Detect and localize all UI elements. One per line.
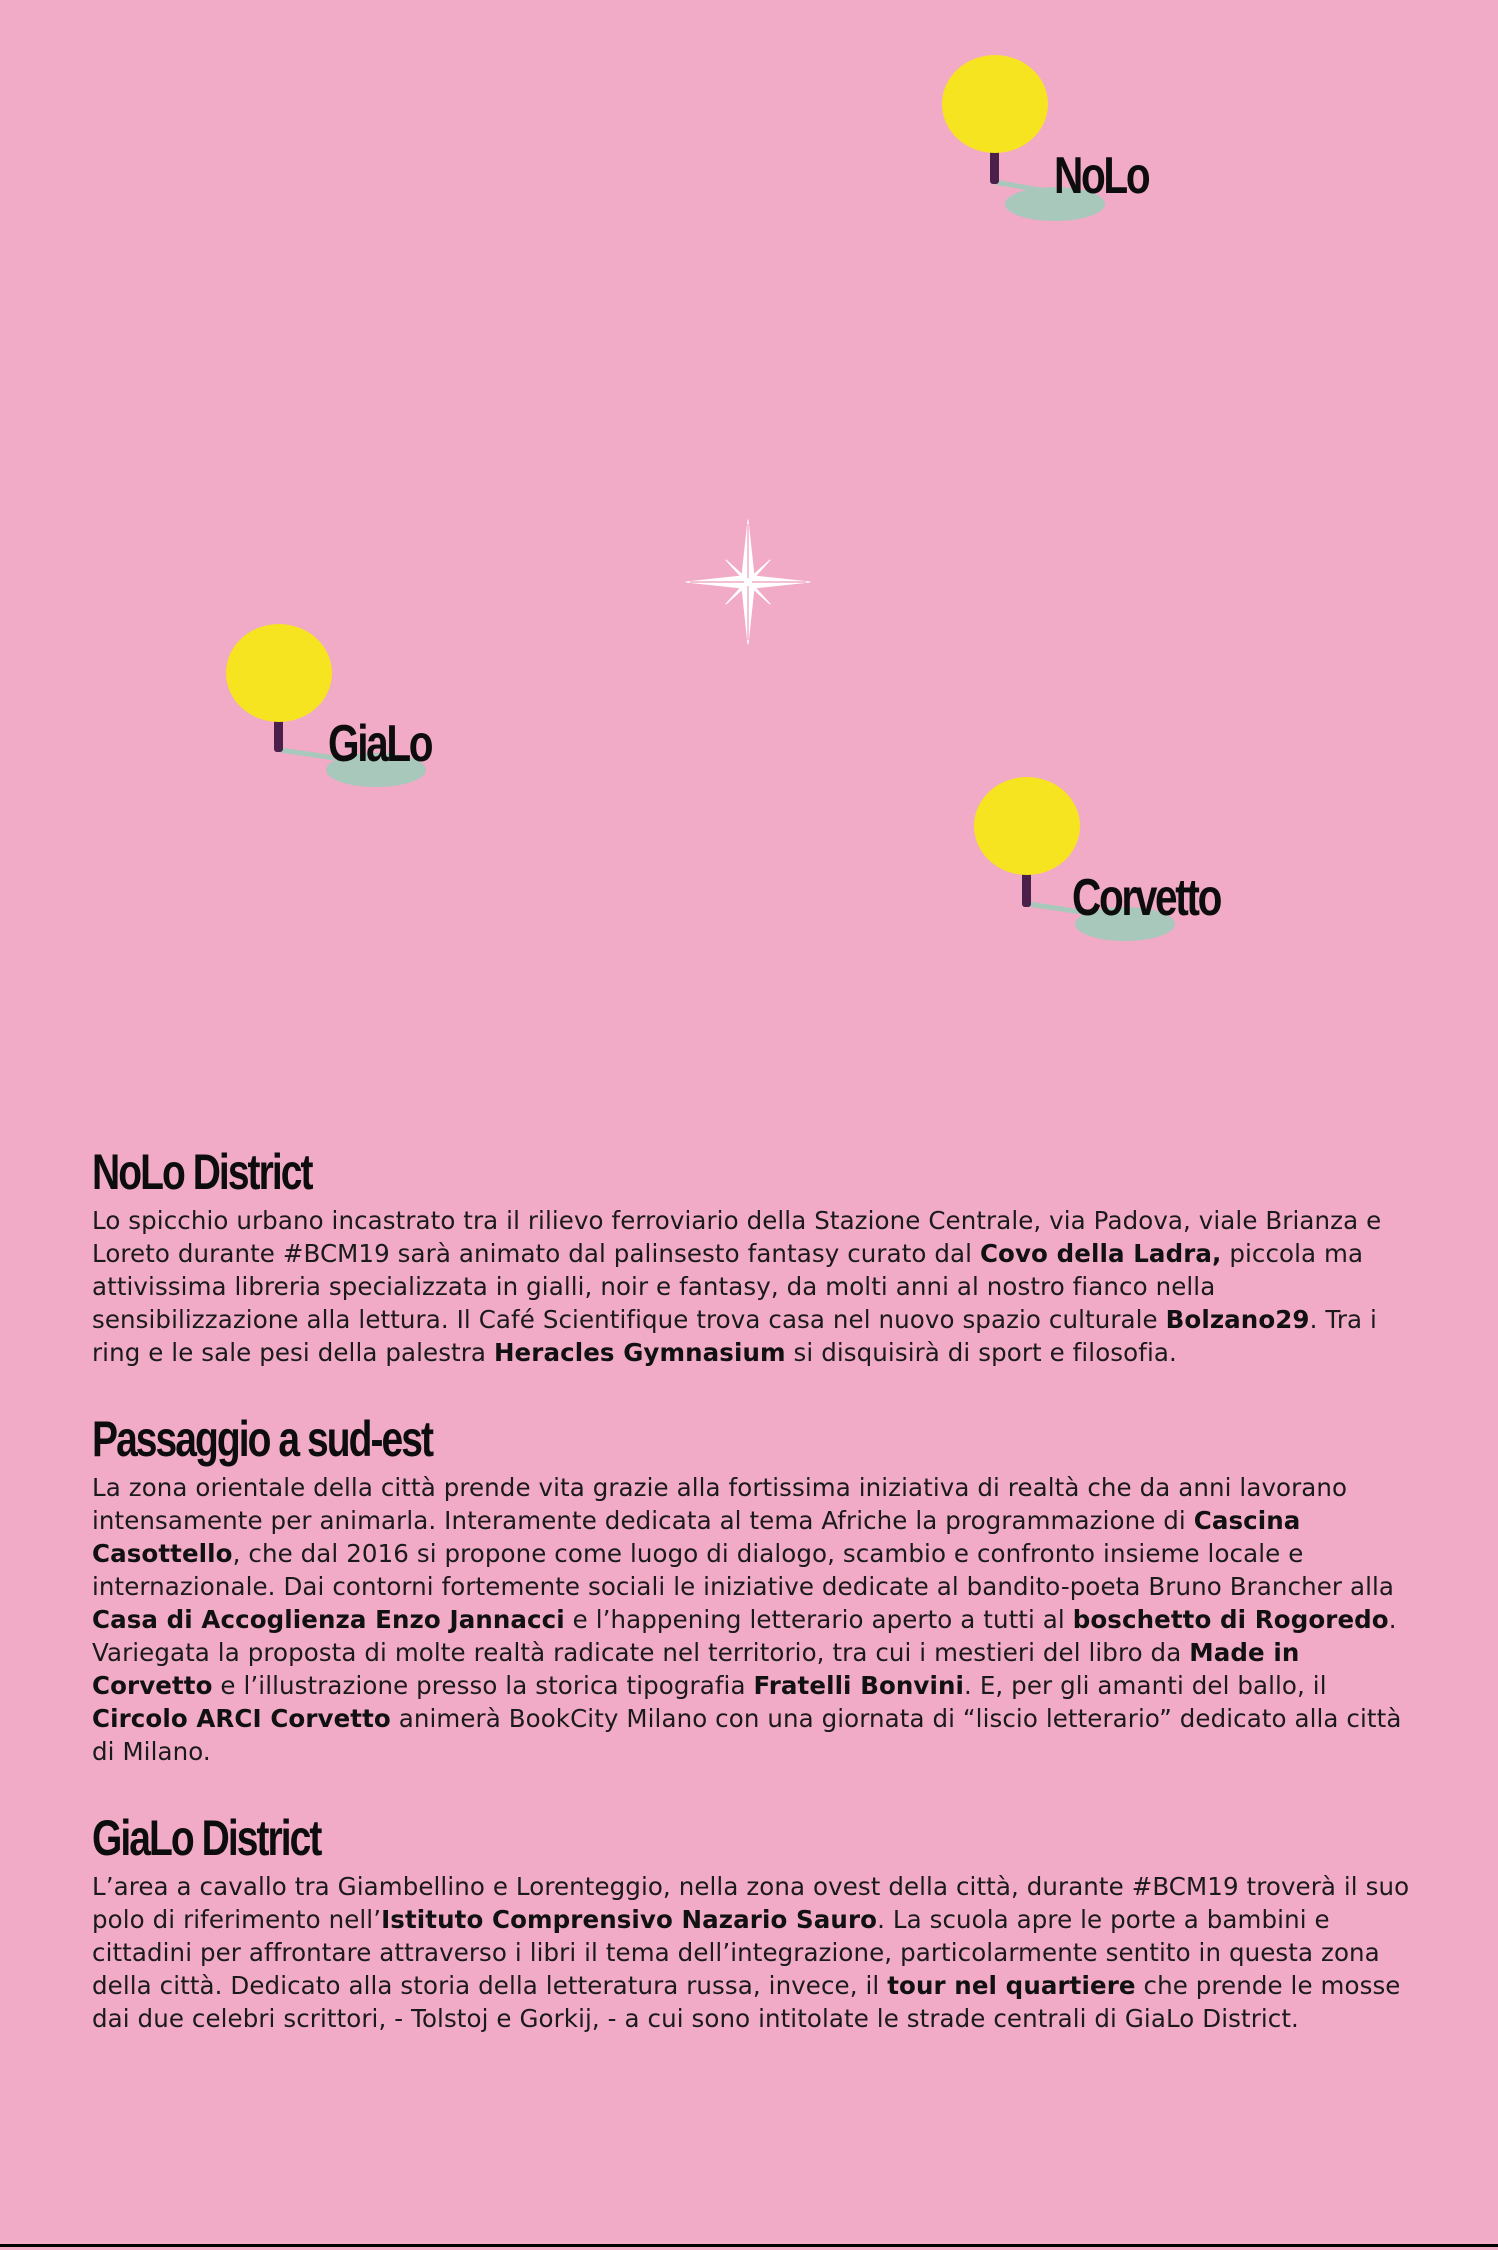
section-body [92, 1204, 1412, 1369]
body-text: . E, per gli amanti del ballo, il [964, 1671, 1327, 1700]
map-marker-corvetto[interactable] [972, 776, 1272, 966]
section-title: Passaggio a sud-est [92, 1411, 433, 1467]
section-body [92, 1870, 1412, 2035]
highlighted-venue: boschetto di Rogoredo [1072, 1605, 1389, 1634]
body-text: Lo spicchio urbano incastrato tra il rilievo ferroviario della Stazione Centrale, via Padova, viale Brianza e Loreto durante #BCM19 sarà animato dal palinsesto fantasy curato dal [92, 1206, 1382, 1268]
bottom-rule [0, 2244, 1498, 2247]
map-label-gialo: GiaLo [328, 715, 432, 773]
body-text: . Tra i ring e le sale pesi della palestra [92, 1305, 1377, 1367]
section-gialo-district [92, 1808, 1412, 2035]
highlighted-venue: Circolo ARCI Corvetto [92, 1704, 391, 1733]
highlighted-venue: Fratelli Bonvini [753, 1671, 965, 1700]
body-text: si disquisirà di sport e filosofia. [785, 1338, 1177, 1367]
compass-rose-icon [684, 518, 812, 646]
body-text: La zona orientale della città prende vita grazie alla fortissima iniziativa di realtà che da anni lavorano intensamente per animarla. Interamente dedicata al tema Afriche la programmazione di [92, 1473, 1348, 1535]
section-title: NoLo District [92, 1144, 312, 1200]
body-text: animerà BookCity Milano con una giornata di “liscio letterario” dedicato alla città di Milano. [92, 1704, 1402, 1766]
map-marker-nolo[interactable] [940, 54, 1240, 244]
highlighted-venue: Covo della Ladra, [979, 1239, 1222, 1268]
highlighted-venue: Bolzano29 [1165, 1305, 1310, 1334]
highlighted-venue: Made in Corvetto [92, 1638, 1300, 1700]
section-nolo-district [92, 1142, 1412, 1369]
highlighted-venue: Heracles Gymnasium [493, 1338, 786, 1367]
map-label-nolo: NoLo [1054, 147, 1149, 205]
body-text: e l’illustrazione presso la storica tipografia [212, 1671, 754, 1700]
section-passaggio-sud-est [92, 1409, 1412, 1768]
section-title: GiaLo District [92, 1810, 321, 1866]
body-text: e l’happening letterario aperto a tutti al [564, 1605, 1073, 1634]
body-text: piccola ma attivissima libreria specializzata in gialli, noir e fantasy, da molti anni al nostro fianco nella sensibilizzazione alla lettura. Il Café Scientifique trova casa nel nuovo spazio culturale [92, 1239, 1364, 1334]
body-text: L’area a cavallo tra Giambellino e Lorenteggio, nella zona ovest della città, durante #BCM19 troverà il suo polo di riferimento nell’ [92, 1872, 1410, 1934]
highlighted-venue: Cascina Casottello [92, 1506, 1301, 1568]
highlighted-venue: tour nel quartiere [887, 1971, 1136, 2000]
body-text: . Variegata la proposta di molte realtà radicate nel territorio, tra cui i mestieri del libro da [92, 1605, 1397, 1667]
body-text: . La scuola apre le porte a bambini e cittadini per affrontare attraverso i libri il tema dell’integrazione, particolarmente sentito in questa zona della città. Dedicato alla storia della letteratura russa, invece, il [92, 1905, 1380, 2000]
body-text: , che dal 2016 si propone come luogo di dialogo, scambio e confronto insieme locale e internazionale. Dai contorni fortemente sociali le iniziative dedicate al bandito-poeta Bruno Brancher alla [92, 1539, 1394, 1601]
highlighted-venue: Istituto Comprensivo Nazario Sauro [381, 1905, 878, 1934]
map-marker-gialo[interactable] [225, 622, 525, 812]
section-body [92, 1471, 1412, 1768]
article-content [92, 1142, 1412, 2075]
body-text: che prende le mosse dai due celebri scrittori, - Tolstoj e Gorkij, - a cui sono intitolate le strade centrali di GiaLo District. [92, 1971, 1401, 2033]
district-map [0, 0, 1498, 1100]
map-label-corvetto: Corvetto [1072, 869, 1221, 927]
highlighted-venue: Casa di Accoglienza Enzo Jannacci [92, 1605, 565, 1634]
